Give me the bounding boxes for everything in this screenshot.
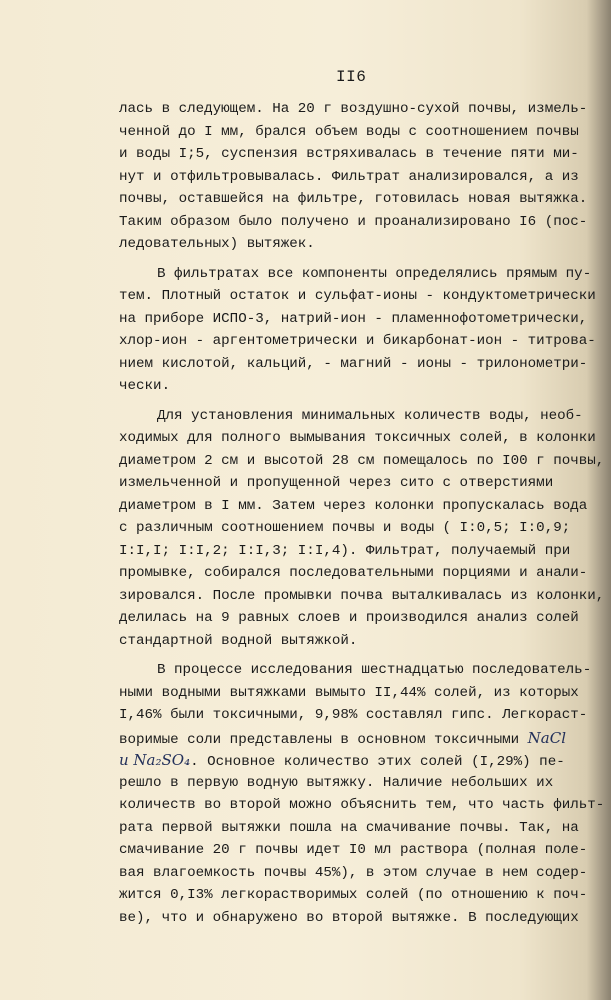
text-line: делилась на 9 равных слоев и производился анализ солей — [119, 610, 579, 626]
page-number: II6 — [336, 68, 367, 86]
text-line: на приборе ИСПО-3, натрий-ион - пламеннофотометрически, — [119, 310, 588, 327]
text-line: промывке, собирался последовательными порциями и анали- — [119, 565, 588, 581]
handwritten-formula: и Na₂SO₄ — [119, 751, 191, 769]
text-line: ледовательных) вытяжек. — [119, 236, 315, 252]
text-line: I:I,I; I:I,2; I:I,3; I:I,4). Фильтрат, получаемый при — [119, 542, 571, 559]
text-line: хлор-ион - аргентометрически и бикарбонат-ион - титрова- — [119, 333, 596, 349]
text-line: почвы, оставшейся на фильтре, готовилась новая вытяжка. — [119, 191, 588, 207]
text-line: диаметром 2 см и высотой 28 см помещалось по I00 г почвы, — [119, 452, 605, 469]
text-line: зировался. После промывки почва выталкивалась из колонки, — [119, 587, 605, 604]
text-line: количеств во второй можно объяснить тем, что часть фильт- — [119, 797, 605, 813]
paragraph-2 — [119, 263, 596, 398]
text-line: ными водными вытяжками вымыто II,44% солей, из которых — [119, 684, 579, 701]
text-line: В фильтратах все компоненты определялись прямым пу- — [157, 265, 592, 282]
text-line: лась в следующем. На 20 г воздушно-сухой почвы, измель- — [119, 101, 588, 117]
body-text — [119, 98, 605, 936]
paragraph-3 — [119, 405, 605, 653]
text-line: стандартной водной вытяжкой. — [119, 632, 358, 649]
text-line: Для установления минимальных количеств воды, необ- — [157, 407, 583, 424]
text-line: вая влагоемкость почвы 45%), в этом случае в нем содер- — [119, 864, 588, 881]
paragraph-4 — [119, 659, 605, 929]
text-line: чески. — [119, 378, 171, 394]
paragraph-1 — [119, 98, 589, 256]
text-line: Таким образом было получено и проанализировано I6 (пос- — [119, 213, 588, 230]
text-line: ченной до I мм, брался объем воды с соотношением почвы — [119, 123, 579, 140]
text-line: с различным соотношением почвы и воды ( I:0,5; I:0,9; — [119, 520, 571, 536]
text-line — [119, 749, 589, 772]
text-line: I,46% были токсичными, 9,98% составлял гипс. Легкораст- — [119, 707, 588, 723]
text-line: решло в первую водную вытяжку. Наличие небольших их — [119, 774, 554, 791]
text-line: рата первой вытяжки пошла на смачивание почвы. Так, на — [119, 819, 579, 836]
text-line: диаметром в I мм. Затем через колонки пропускалась вода — [119, 497, 588, 514]
text-line: измельченной и пропущенной через сито с отверстиями — [119, 475, 554, 491]
text-line: и воды I;5, суспензия встряхивалась в течение пяти ми- — [119, 146, 579, 162]
typed-text: воримые соли представлены в основном токсичными — [119, 731, 520, 748]
text-line — [119, 727, 589, 750]
text-line: жится 0,I3% легкорастворимых солей (по отношению к поч- — [119, 887, 588, 903]
typed-text: . Основное количество этих солей (I,29%) пе- — [190, 754, 565, 770]
text-line: ве), что и обнаружено во второй вытяжке. В последующих — [119, 909, 579, 926]
text-line: тем. Плотный остаток и сульфат-ионы - кондуктометрически — [119, 288, 596, 304]
text-line: смачивание 20 г почвы идет I0 мл раствора (полная поле- — [119, 842, 588, 858]
text-line: нием кислотой, кальций, - магний - ионы - трилонометри- — [119, 355, 588, 372]
handwritten-formula: NaCl — [527, 728, 567, 747]
text-line: нут и отфильтровывалась. Фильтрат анализировался, а из — [119, 168, 579, 185]
text-line: В процессе исследования шестнадцатью последователь- — [157, 662, 592, 678]
text-line: ходимых для полного вымывания токсичных солей, в колонки — [119, 430, 596, 446]
